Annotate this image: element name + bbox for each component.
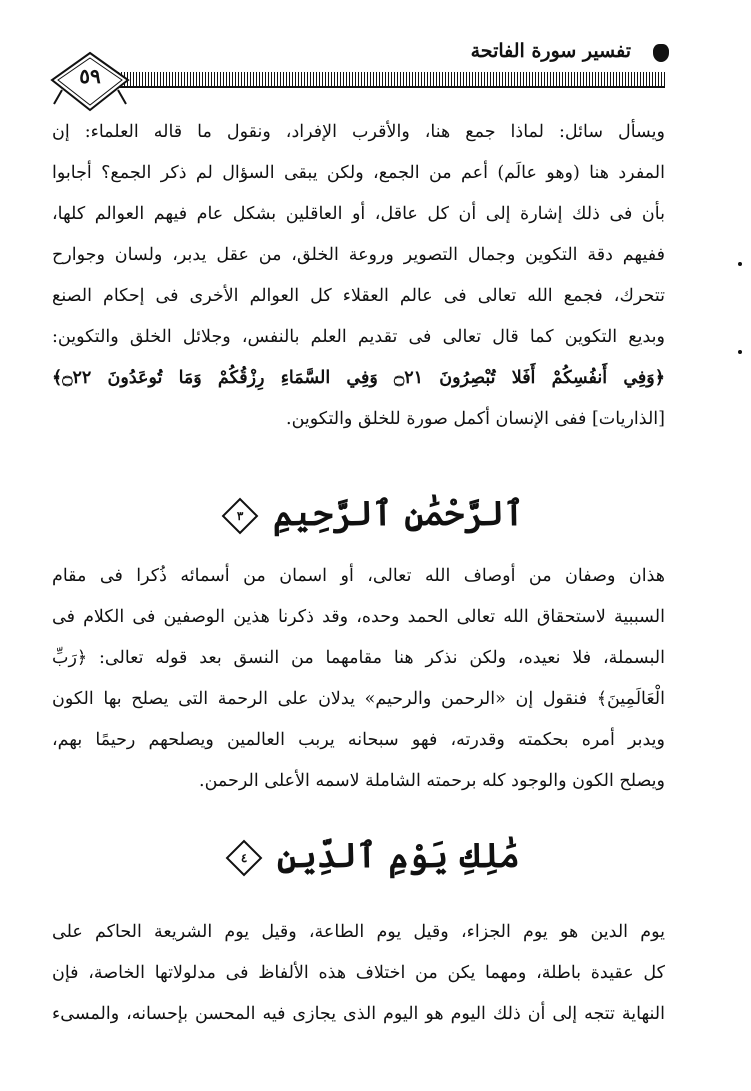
text-line: تتحرك، فجمع الله تعالى فى عالم العقلاء كل العوالم الأخرى فى إحكام الصنع [52,286,665,306]
text-line: ويصلح الكون والوجود كله برحمته الشاملة لاسمه الأعلى الرحمن. [199,771,665,791]
text-line: هذان وصفان من أوصاف الله تعالى، أو اسمان من أسمائه ذُكرا فى مقام [52,566,665,586]
text-line: ويسأل سائل: لماذا جمع هنا، والأقرب الإفراد، ونقول ما قاله العلماء: إن [52,122,665,142]
header-rule [112,72,665,86]
paragraph-3 [52,912,665,1035]
verse-heading-text: مَٰلِكِ يَوْمِ ٱلدِّينِ [277,836,520,876]
text-line: وبديع التكوين كما قال تعالى فى تقديم العلم بالنفس، وجلائل الخلق والتكوين: [52,327,665,347]
verse-heading-2 [160,826,591,886]
running-header-title: تفسير سورة الفاتحة [470,40,631,62]
margin-dot [738,262,742,266]
verse-heading-1 [160,484,591,544]
text-line: الْعَالَمِينَ﴾ فنقول إن «الرحمن والرحيم» يدلان على الرحمة التى يصلح بها الكون [52,689,665,709]
text-line: ففيهم دقة التكوين وجمال التصوير وروعة الخلق، من عقل يدبر، ولسان وجوارح [52,245,665,265]
paragraph-2 [52,556,665,802]
header-rule-base [112,86,665,88]
verse-number-icon: ٤ [226,840,263,877]
verse-number-icon: ٣ [222,498,259,535]
text-line: السببية لاستحقاق الله تعالى الحمد وحده، وقد ذكرنا هذين الوصفين فى الكلام فى [52,607,665,627]
quran-verse-line: ﴿وَفِي أَنفُسِكُمْ أَفَلا تُبْصِرُونَ ۝٢١ وَفِي السَّمَاءِ رِزْقُكُمْ وَمَا تُوعَدُونَ ۝٢٢﴾ [52,368,665,388]
page-number: ٥٩ [79,64,101,88]
text-line: [الذاريات] ففى الإنسان أكمل صورة للخلق والتكوين. [286,409,665,429]
text-line: بأن فى ذلك إشارة إلى أن كل عاقل، أو العاقلين بشكل عام فيهم العوالم كلها، [52,204,665,224]
margin-dot [738,350,742,354]
text-line: المفرد هنا (وهو عالَم) أعم من الجمع، ولكن يبقى السؤال لم ذكر الجمع؟ أجابوا [52,163,665,183]
text-line: يوم الدين هو يوم الجزاء، وقيل يوم الطاعة، وقيل يوم الشريعة الحاكم على [52,922,665,942]
text-line: ويدبر أمره بحكمته وقدرته، فهو سبحانه يربب العالمين ويصلحهم رحيمًا بهم، [52,730,665,750]
text-line: النهاية تتجه إلى أن ذلك اليوم هو اليوم الذى يجازى فيه المحسن بإحسانه، والمسىء [52,1004,665,1024]
text-line: كل عقيدة باطلة، ومهما يكن من اختلاف هذه الألفاظ فى مدلولاتها الخاصة، فإن [52,963,665,983]
text-line: البسملة، فلا نعيده، ولكن نذكر هنا مقامهما من النسق بعد قوله تعالى: ﴿رَبِّ [52,648,665,668]
paragraph-1 [52,112,665,440]
verse-heading-text: ٱلرَّحْمَٰنِ ٱلرَّحِيمِ [272,494,524,534]
header-ornament-icon [653,44,669,62]
